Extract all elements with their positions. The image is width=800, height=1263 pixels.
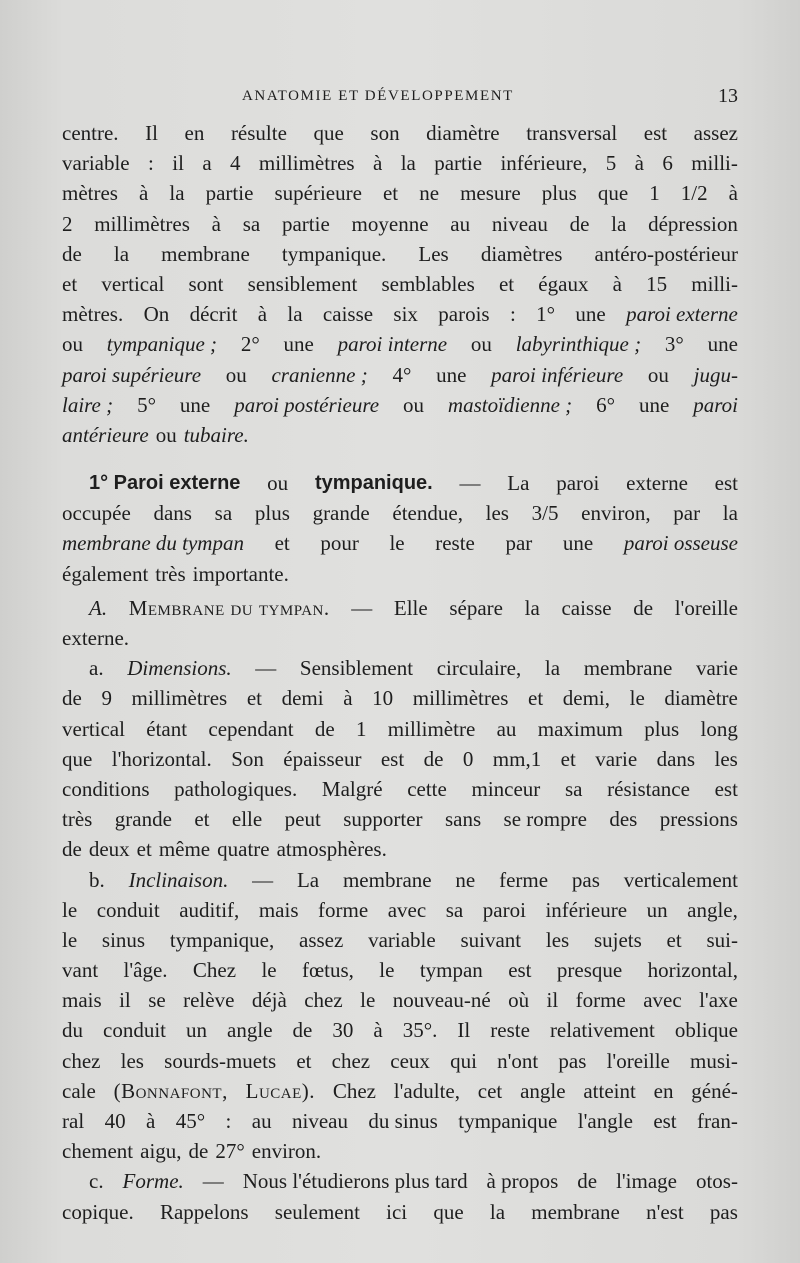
text-line: de 9 millimètres et demi à 10 millimètres et demi, le diamètre [62, 686, 738, 711]
text-line: également très importante. [62, 561, 289, 586]
text-line: copique. Rappelons seulement ici que la membrane n'est pas [62, 1199, 738, 1224]
text-line: que l'horizontal. Son épaisseur est de 0 mm,1 et varie dans les [62, 746, 738, 771]
text-line: mètres à la partie supérieure et ne mesure plus que 1 1/2 à [62, 181, 738, 206]
text-line: variable : il a 4 millimètres à la partie inférieure, 5 à 6 milli- [62, 151, 738, 176]
text-line: c. Forme. — Nous l'étudierons plus tard à propos de l'image otos- [89, 1169, 738, 1194]
text-line: le sinus tympanique, assez variable suivant les sujets et sui- [62, 927, 738, 952]
text-line: et vertical sont sensiblement semblables et égaux à 15 milli- [62, 271, 738, 296]
page-header [62, 85, 738, 112]
text-line: 2 millimètres à sa partie moyenne au niveau de la dépression [62, 211, 738, 236]
text-line: de la membrane tympanique. Les diamètres antéro-postérieur [62, 241, 738, 266]
text-line: très grande et elle peut supporter sans se rompre des pressions [62, 807, 738, 832]
body-text [62, 118, 738, 1227]
text-line: vertical étant cependant de 1 millimètre au maximum plus long [62, 716, 738, 741]
text-line: mais il se relève déjà chez le nouveau-né où il forme avec l'axe [62, 988, 738, 1013]
text-line: cale (Bonnafont, Lucae). Chez l'adulte, cet angle atteint en géné- [62, 1078, 738, 1103]
text-line: mètres. On décrit à la caisse six parois : 1° une paroi externe [62, 302, 738, 327]
text-line: centre. Il en résulte que son diamètre transversal est assez [62, 121, 738, 145]
text-line: b. Inclinaison. — La membrane ne ferme pas verticalement [89, 867, 738, 892]
text-line: laire ; 5° une paroi postérieure ou mastoïdienne ; 6° une paroi [62, 392, 738, 417]
section-heading-line: 1° Paroi externe ou tympanique. — La paroi externe est [89, 471, 738, 496]
text-line: ral 40 à 45° : au niveau du sinus tympanique l'angle est fran- [62, 1109, 738, 1133]
text-line: le conduit auditif, mais forme avec sa paroi inférieure un angle, [62, 897, 738, 922]
text-line: de deux et même quatre atmosphères. [62, 837, 387, 862]
text-line: occupée dans sa plus grande étendue, les 3/5 environ, par la [62, 501, 738, 526]
text-line: a. Dimensions. — Sensiblement circulaire, la membrane varie [89, 656, 738, 681]
page-number: 13 [718, 85, 738, 107]
text-line: conditions pathologiques. Malgré cette minceur sa résistance est [62, 776, 738, 801]
text-line: antérieure ou tubaire. [62, 422, 249, 447]
text-line: externe. [62, 626, 130, 650]
text-line: membrane du tympan et pour le reste par une paroi osseuse [62, 531, 738, 556]
subsection-heading-line: A. Membrane du tympan. — Elle sépare la caisse de l'oreille [89, 595, 738, 620]
text-line: paroi supérieure ou cranienne ; 4° une paroi inférieure ou jugu- [62, 362, 738, 387]
text-line: vant l'âge. Chez le fœtus, le tympan est presque horizontal, [62, 958, 738, 983]
text-line: chez les sourds-muets et chez ceux qui n'ont pas l'oreille musi- [62, 1048, 738, 1073]
text-line: ou tympanique ; 2° une paroi interne ou labyrinthique ; 3° une [62, 332, 738, 357]
text-line: chement aigu, de 27° environ. [62, 1139, 322, 1164]
text-line: du conduit un angle de 30 à 35°. Il reste relativement oblique [62, 1018, 738, 1043]
running-title: ANATOMIE ET DÉVELOPPEMENT [242, 88, 514, 104]
